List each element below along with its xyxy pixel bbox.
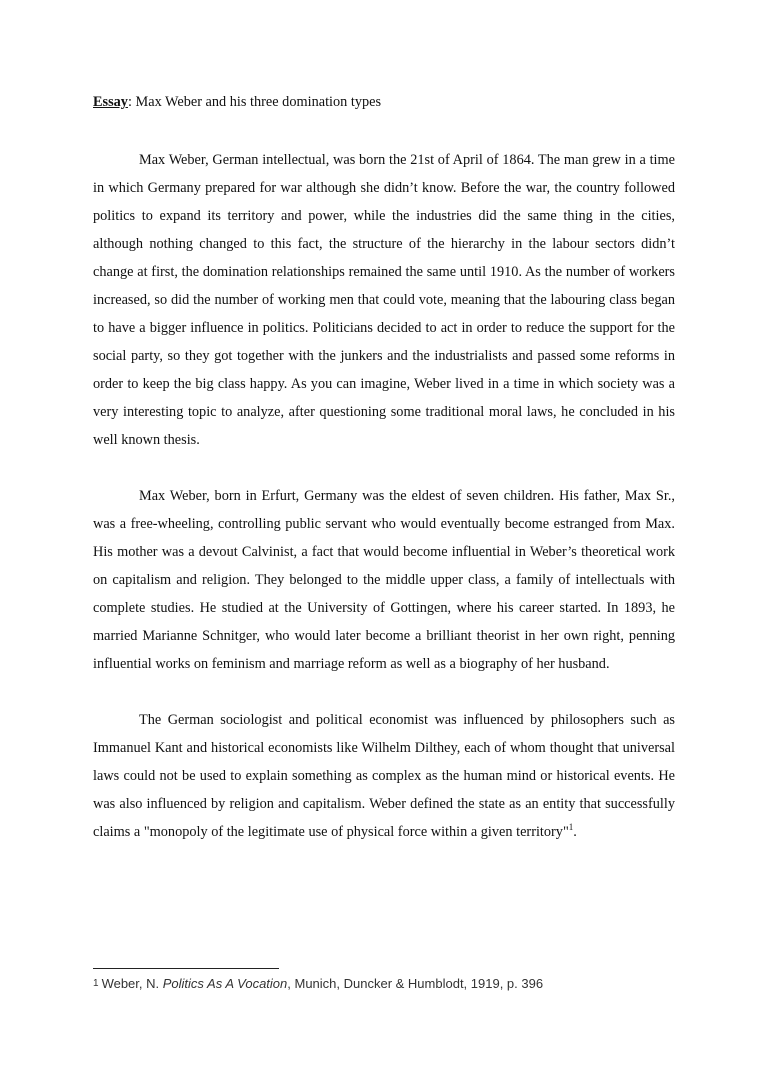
footnote-separator [93,968,279,969]
essay-title [93,92,675,112]
document-body [93,92,675,846]
footnote-reference[interactable]: 1 [568,822,574,833]
paragraph-2: Max Weber, born in Erfurt, Germany was the eldest of seven children. His father, Max Sr., was a free-wheeling, controlling public servant who would eventually become estranged from Max. His mother was a devout Calvinist, a fact that would become influential in Weber’s theoretical work on capitalism and religion. They belonged to the middle upper class, a family of intellectuals with complete studies. He studied at the University of Gottingen, where his career started. In 1893, he married Marianne Schnitger, who would later become a brilliant theorist in her own right, penning influential works on feminism and marriage reform as well as a biography of her husband. [93,488,675,672]
paragraph-1: Max Weber, German intellectual, was born the 21st of April of 1864. The man grew in a time in which Germany prepared for war although she didn’t know. Before the war, the country followed politics to expand its territory and power, while the industries did the same thing in the cities, although nothing changed to this fact, the structure of the hierarchy in the labour sectors didn’t change at first, the domination relationships remained the same until 1910. As the number of workers increased, so did the number of working men that could vote, meaning that the labouring class began to have a bigger influence in politics. Politicians decided to act in order to reduce the support for the social party, so they got together with the junkers and the industrialists and passed some reforms in order to keep the big class happy. As you can imagine, Weber lived in a time in which society was a very interesting topic to analyze, after questioning some traditional moral laws, he concluded in his well known thesis. [93,152,675,448]
footnote-details: , Munich, Duncker & Humblodt, 1919, p. 396 [287,976,544,991]
footnote-author: Weber, N. [101,976,163,991]
paragraph-3 [93,706,675,846]
paragraph-3-text: The German sociologist and political economist was influenced by philosophers such as Immanuel Kant and historical economists like Wilhelm Dilthey, each of whom thought that universal laws could not be used to explain something as complex as the human mind or historical events. He was also influenced by religion and capitalism. Weber defined the state as an entity that successfully claims a "monopoly of the legitimate use of physical force within a given territory" [93,712,675,840]
footnote [93,975,693,993]
footnote-book-title: Politics As A Vocation [162,976,288,991]
essay-title-separator: : [127,94,136,110]
paragraph-3-end: . [573,824,577,840]
essay-title-text: Max Weber and his three domination types [135,94,382,110]
footnote-number: 1 [93,978,99,989]
essay-title-label: Essay [93,94,128,110]
